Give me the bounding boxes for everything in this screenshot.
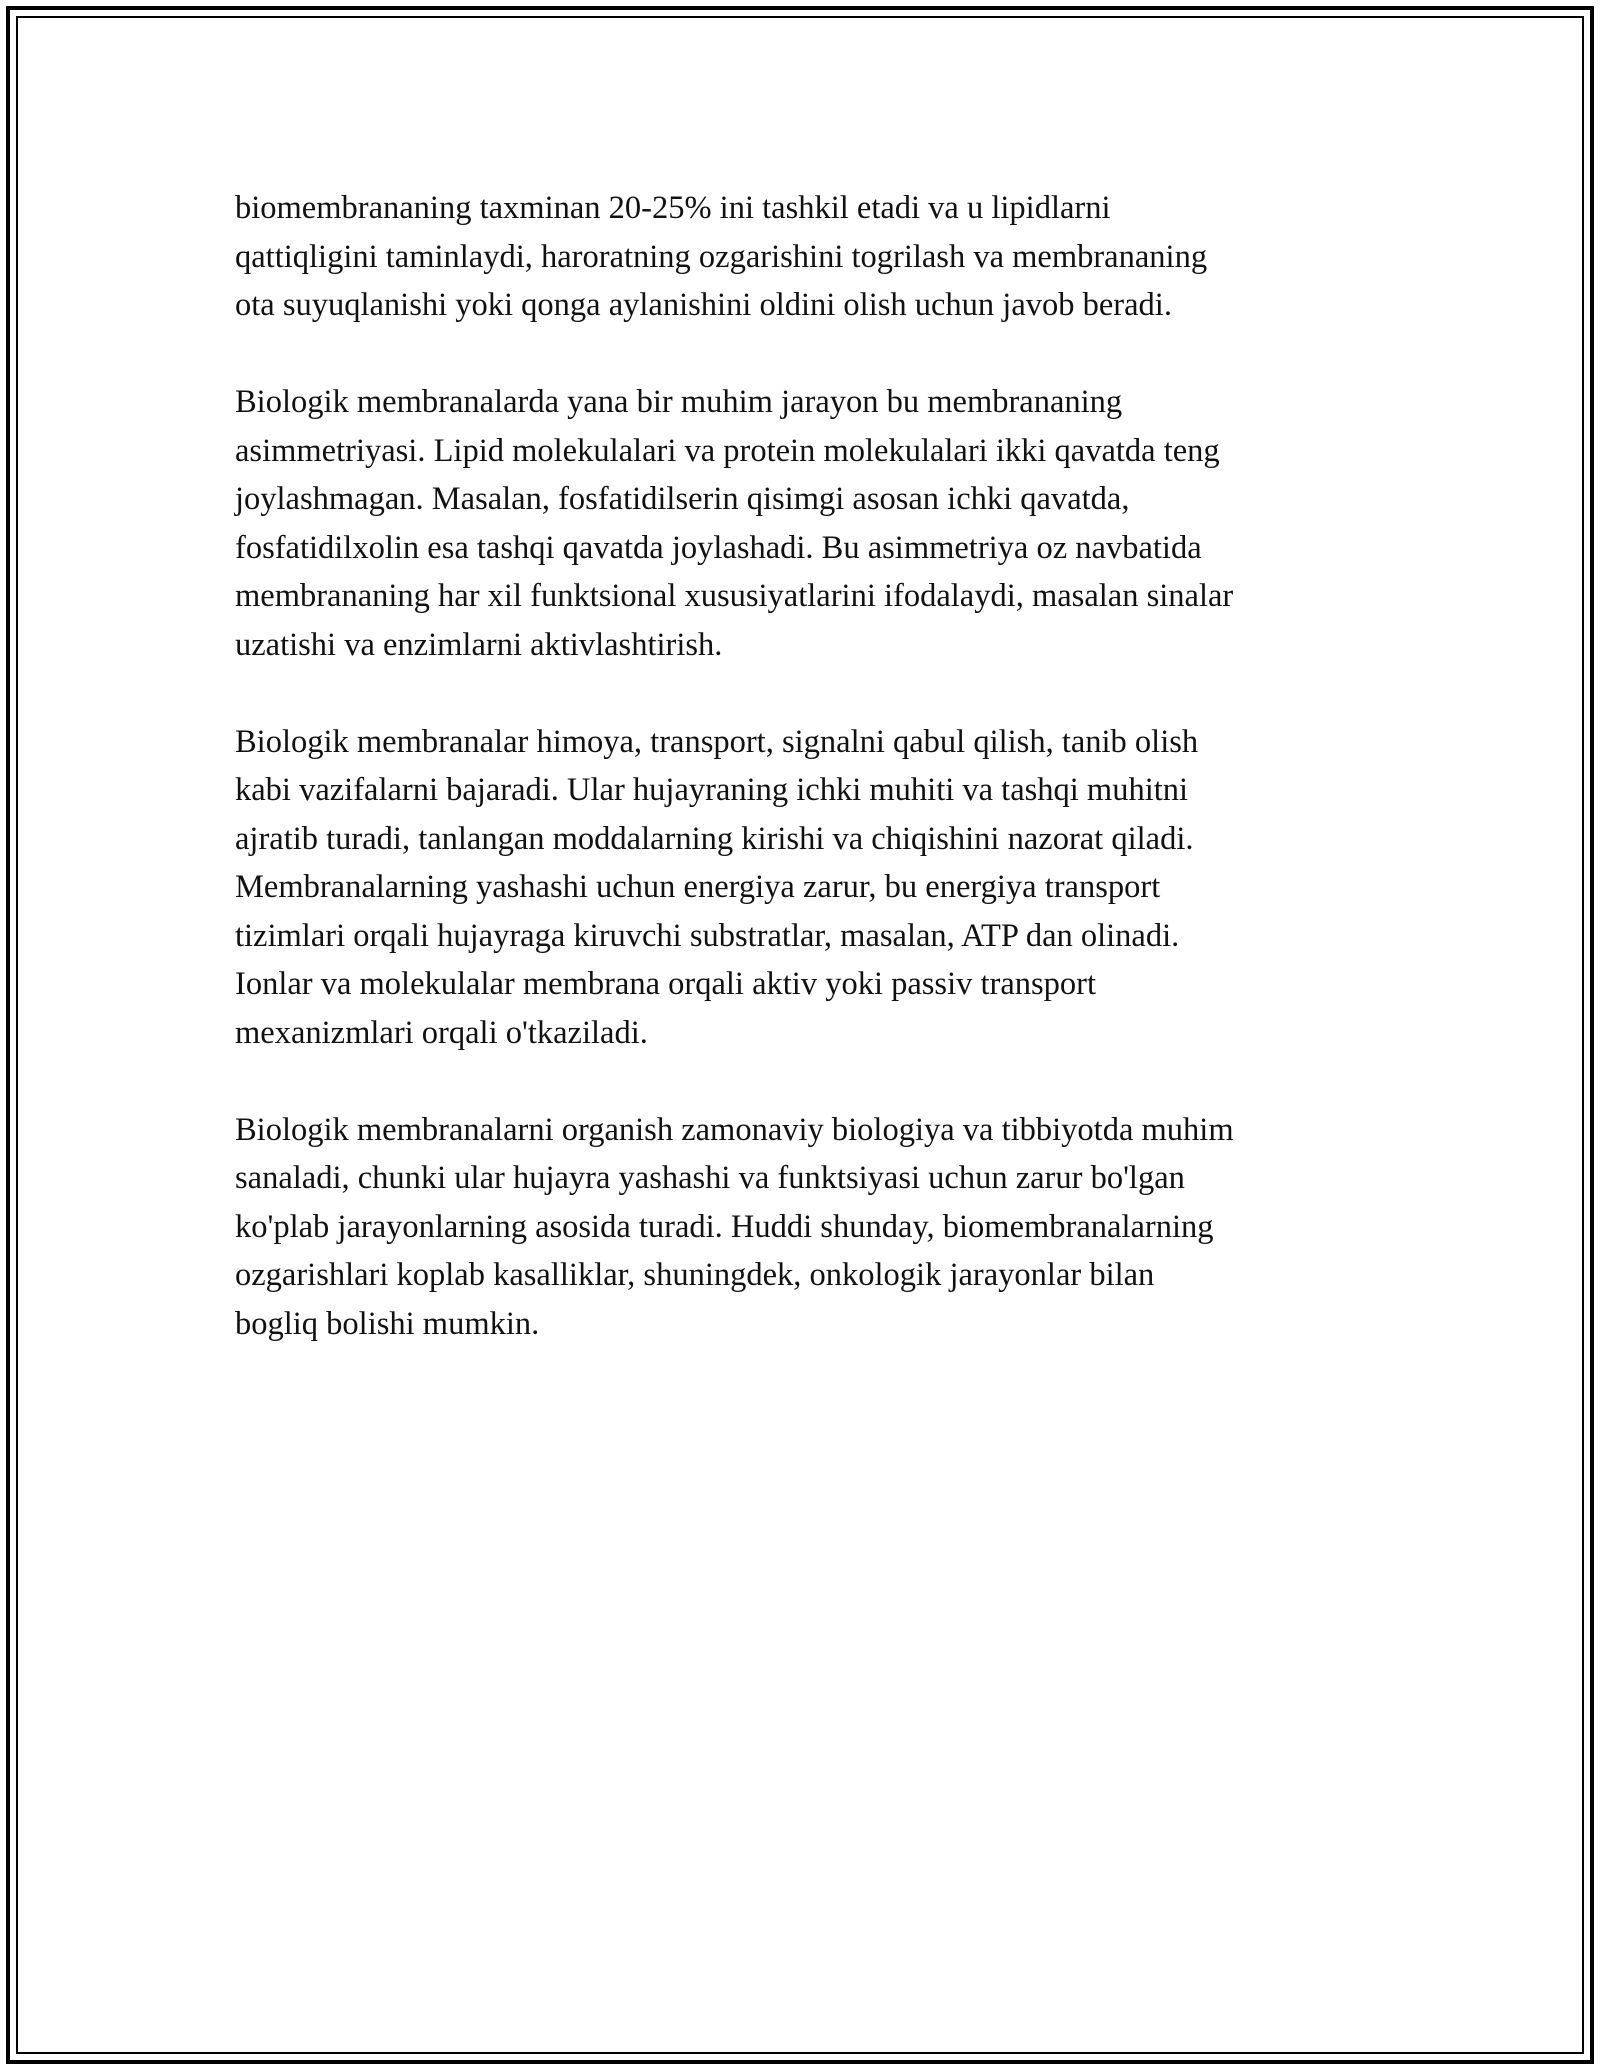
paragraph-4 — [235, 1106, 1375, 1349]
paragraph-1 — [235, 184, 1375, 330]
text-line: ajratib turadi, tanlangan moddalarning kirishi va chiqishini nazorat qiladi. — [235, 820, 1194, 857]
text-line: Membranalarning yashashi uchun energiya zarur, bu energiya transport — [235, 869, 1161, 905]
text-line: joylashmagan. Masalan, fosfatidilserin qisimgi asosan ichki qavatda, — [235, 481, 1130, 517]
text-line: Ionlar va molekulalar membrana orqali aktiv yoki passiv transport — [235, 966, 1096, 1002]
text-line: ota suyuqlanishi yoki qonga aylanishini oldini olish uchun javob beradi. — [235, 287, 1172, 323]
text-line: mexanizmlari orqali o'tkaziladi. — [235, 1014, 648, 1051]
text-line: asimmetriyasi. Lipid molekulalari va protein molekulalari ikki qavatda teng — [235, 432, 1220, 469]
text-line: Biologik membranalarni organish zamonaviy biologiya va tibbiyotda muhim — [235, 1111, 1234, 1148]
text-line: bogliq bolishi mumkin. — [235, 1305, 540, 1342]
text-line: uzatishi va enzimlarni aktivlashtirish. — [235, 626, 723, 663]
paragraph-3 — [235, 718, 1375, 1058]
text-line: Biologik membranalar himoya, transport, signalni qabul qilish, tanib olish — [235, 723, 1199, 760]
text-line: qattiqligini taminlaydi, haroratning ozgarishini togrilash va membrananing — [235, 238, 1208, 275]
text-line: ozgarishlari koplab kasalliklar, shuningdek, onkologik jarayonlar bilan — [235, 1257, 1155, 1293]
text-line: fosfatidilxolin esa tashqi qavatda joylashadi. Bu asimmetriya oz navbatida — [235, 529, 1202, 566]
text-line: ko'plab jarayonlarning asosida turadi. Huddi shunday, biomembranalarning — [235, 1208, 1214, 1245]
document-body — [235, 184, 1375, 1397]
paragraph-2 — [235, 378, 1375, 669]
text-line: tizimlari orqali hujayraga kiruvchi substratlar, masalan, ATP dan olinadi. — [235, 917, 1180, 954]
text-line: Biologik membranalarda yana bir muhim jarayon bu membrananing — [235, 384, 1123, 420]
text-line: sanaladi, chunki ular hujayra yashashi va funktsiyasi uchun zarur bo'lgan — [235, 1160, 1185, 1196]
text-line: kabi vazifalarni bajaradi. Ular hujayraning ichki muhiti va tashqi muhitni — [235, 772, 1189, 808]
text-line: biomembrananing taxminan 20-25% ini tashkil etadi va u lipidlarni — [235, 190, 1111, 226]
text-line: membrananing har xil funktsional xususiyatlarini ifodalaydi, masalan sinalar — [235, 578, 1234, 614]
